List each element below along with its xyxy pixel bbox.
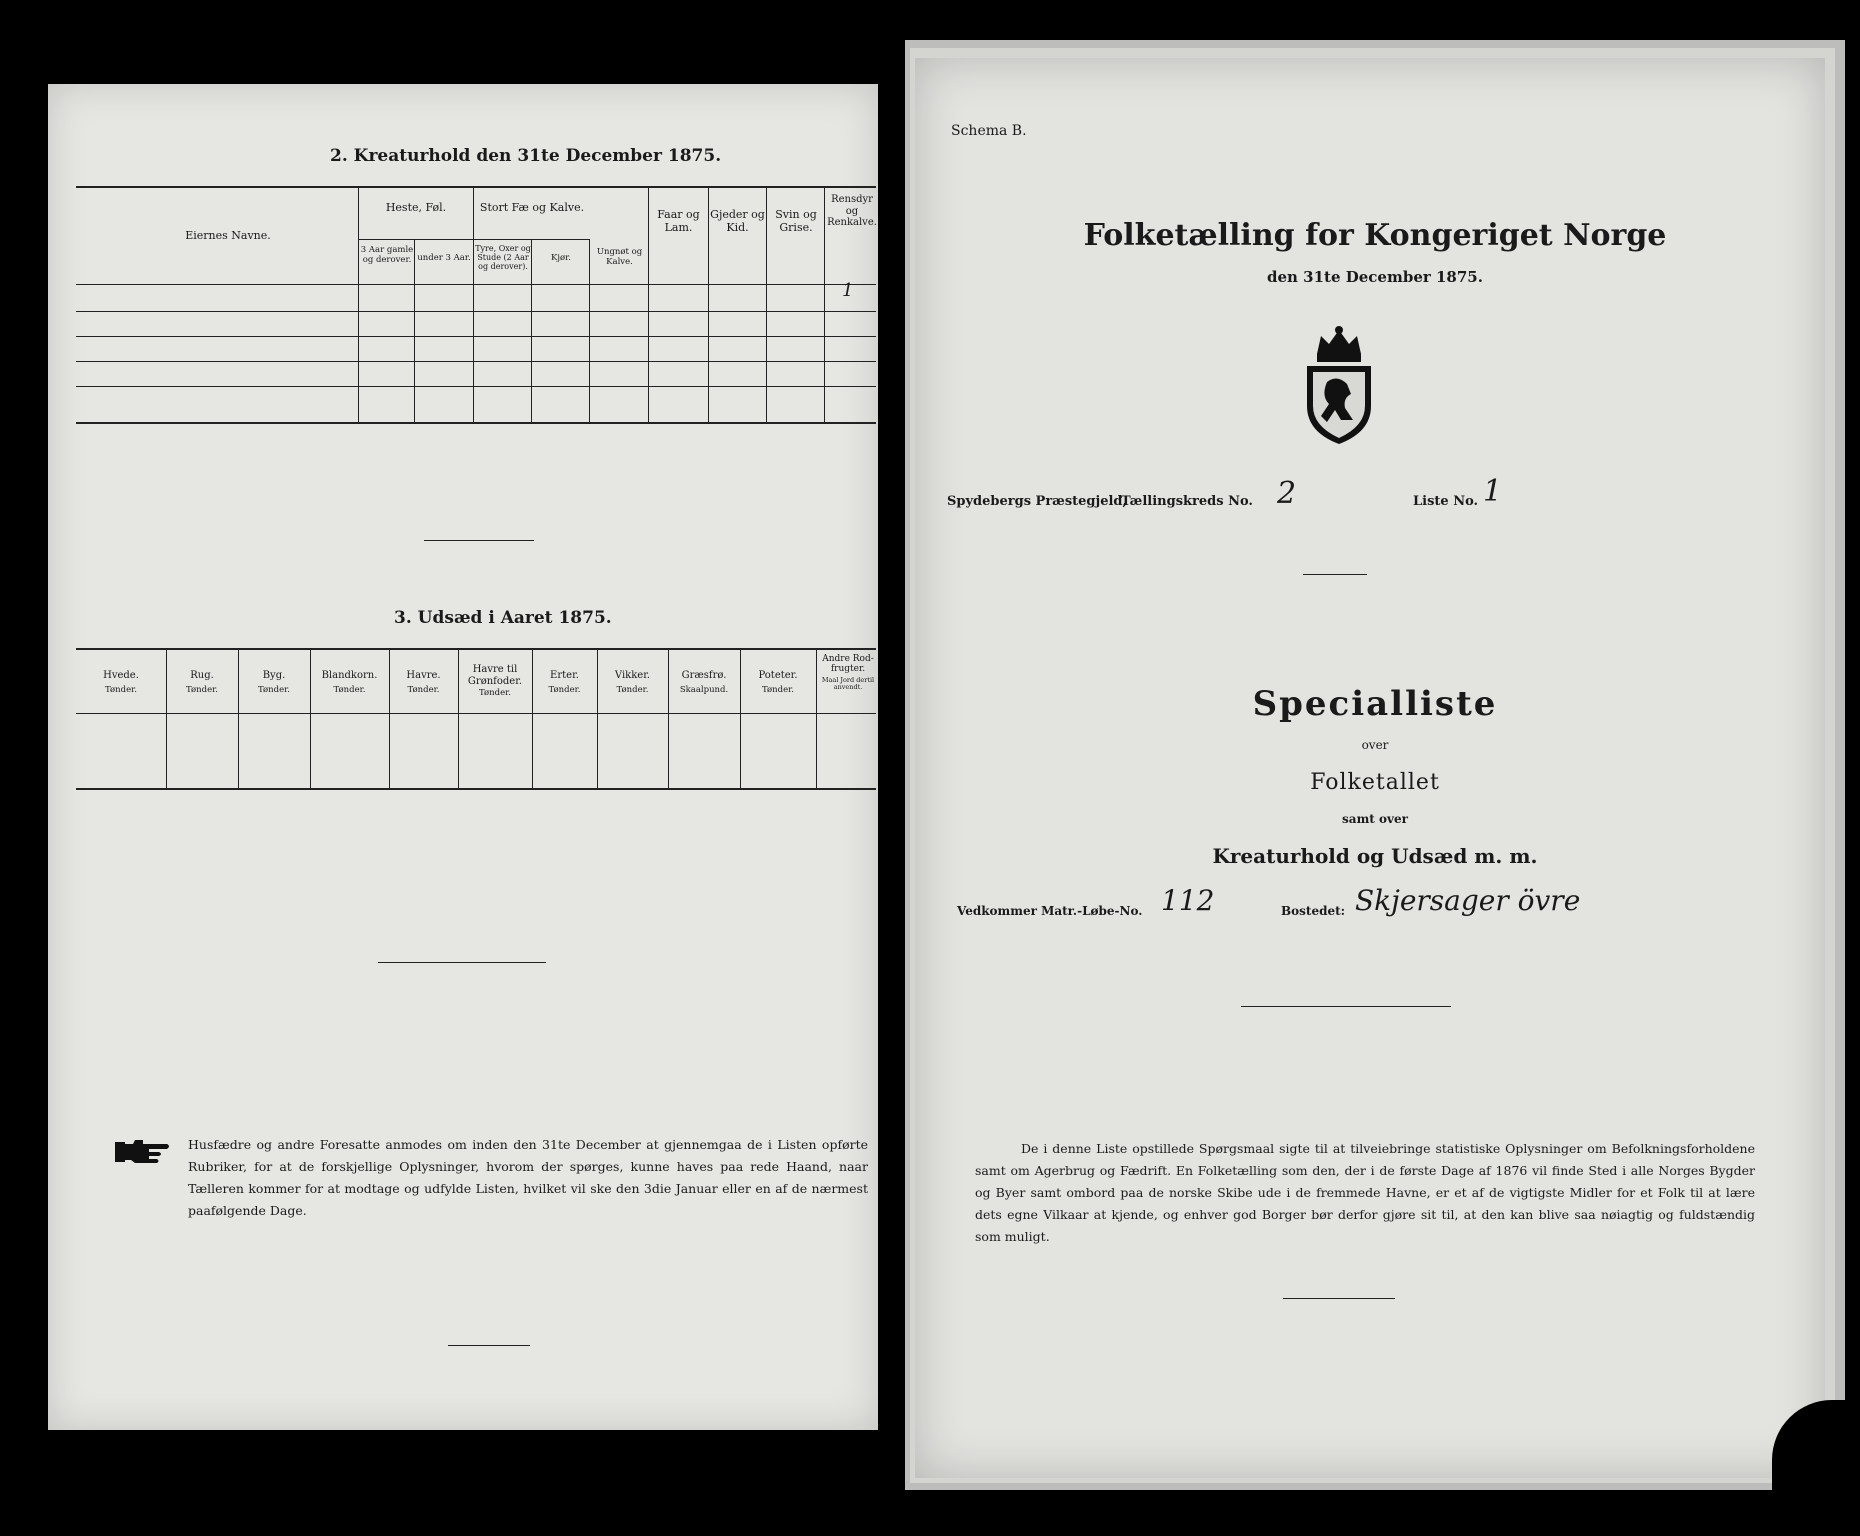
cover-title: Folketælling for Kongeriget Norge — [1083, 218, 1667, 253]
folketallet-heading: Folketallet — [1310, 770, 1440, 795]
seed-col-oats: Havre. Tønder. — [406, 670, 441, 695]
matr-label: Vedkommer Matr.-Løbe-No. — [957, 904, 1143, 918]
bostedet-label: Bostedet: — [1281, 904, 1346, 918]
footnote-text: Husfædre og andre Foresatte anmodes om inden den 31te December at gjennemgaa de i Listen opførte Rubriker, for at de forskjellige Oplysninger, hvorom der spørges, kunne haves paa rede Haand, naar Tælleren kommer for at modtage og udfylde Listen, hvilket vil ske den 3die Januar eller en af de nærmest paafølgende Dage. — [188, 1137, 868, 1218]
divider — [1241, 1006, 1451, 1007]
section2-title: 2. Kreaturhold den 31te December 1875. — [330, 146, 722, 166]
list-value: 1 — [1483, 474, 1503, 509]
col-cattle-young: Ungnøt og Kalve. — [596, 247, 643, 267]
seed-col-roots: Andre Rod-frugter. Maal Jord dertil anvendt. — [821, 654, 875, 692]
matr-value: 112 — [1161, 884, 1215, 917]
reindeer-mark: 1 — [842, 280, 854, 301]
col-sheep: Faar og Lam. — [657, 208, 700, 234]
seed-col-wheat: Hvede. Tønder. — [103, 670, 139, 695]
divider — [1303, 574, 1367, 575]
seed-col-peas: Erter. Tønder. — [548, 670, 581, 695]
col-cattle-cows: Kjør. — [551, 253, 571, 263]
page-corner-shadow — [1772, 1400, 1860, 1536]
kreaturhold-heading: Kreaturhold og Udsæd m. m. — [1212, 844, 1538, 868]
seed-col-fodder-oats: Havre til Grønfoder. Tønder. — [467, 664, 523, 698]
col-cattle: Stort Fæ og Kalve. — [479, 201, 585, 214]
seed-col-vetch: Vikker. Tønder. — [614, 670, 651, 695]
seed-col-barley: Byg. Tønder. — [258, 670, 290, 695]
left-page — [48, 84, 878, 1430]
samt-over-label: samt over — [1342, 812, 1408, 826]
divider — [448, 1345, 530, 1346]
cover-subtitle: den 31te December 1875. — [1267, 268, 1483, 286]
col-pigs: Svin og Grise. — [775, 208, 817, 234]
col-reindeer: Rensdyr og Renkalve. — [827, 194, 877, 228]
divider — [424, 540, 534, 541]
schema-label: Schema B. — [951, 123, 1027, 139]
col-cattle-bulls: Tyre, Oxer og Stude (2 Aar og derover). — [475, 244, 531, 272]
specialliste-heading: Specialliste — [1252, 684, 1498, 724]
district-label: Tællingskreds No. — [1121, 494, 1253, 509]
seed-col-rye: Rug. Tønder. — [186, 670, 218, 695]
list-label: Liste No. — [1413, 494, 1479, 509]
district-value: 2 — [1277, 476, 1297, 511]
pointing-hand-icon — [113, 1136, 173, 1166]
over-label: over — [1361, 738, 1389, 752]
col-goats: Gjeder og Kid. — [710, 208, 765, 234]
col-horses-under3: under 3 Aar. — [417, 253, 471, 263]
section3-title: 3. Udsæd i Aaret 1875. — [394, 608, 612, 628]
seed-col-mixed: Blandkorn. Tønder. — [321, 670, 378, 695]
bostedet-value: Skjersager övre — [1355, 884, 1581, 917]
col-owner-names: Eiernes Navne. — [185, 229, 271, 242]
divider — [378, 962, 546, 963]
seed-col-potatoes: Poteter. Tønder. — [758, 670, 798, 695]
divider — [1283, 1298, 1395, 1299]
right-page — [915, 58, 1825, 1478]
col-horses: Heste, Føl. — [385, 201, 447, 214]
coat-of-arms-icon — [1297, 324, 1381, 448]
seed-col-grass: Græsfrø. Skaalpund. — [679, 670, 729, 695]
col-horses-3y: 3 Aar gamle og derover. — [360, 245, 414, 265]
parish-label: Spydebergs Præstegjeld, — [947, 494, 1128, 509]
intro-text: De i denne Liste opstillede Spørgsmaal sigte til at tilveiebringe statistiske Oplysninger om Befolkningsforholdene samt om Agerbrug og Fædrift. En Folketælling som den, der i de første Dage af 1876 vil finde Sted i alle Norges Bygder og Byer samt ombord paa de norske Skibe ude i de fremmede Havne, er et af de vigtigste Midler for et Folk til at lære dets egne Vilkaar at kjende, og enhver god Borger bør derfor gjøre sit til, at den kan blive saa nøiagtig og fuldstændig som muligt. — [975, 1141, 1755, 1244]
